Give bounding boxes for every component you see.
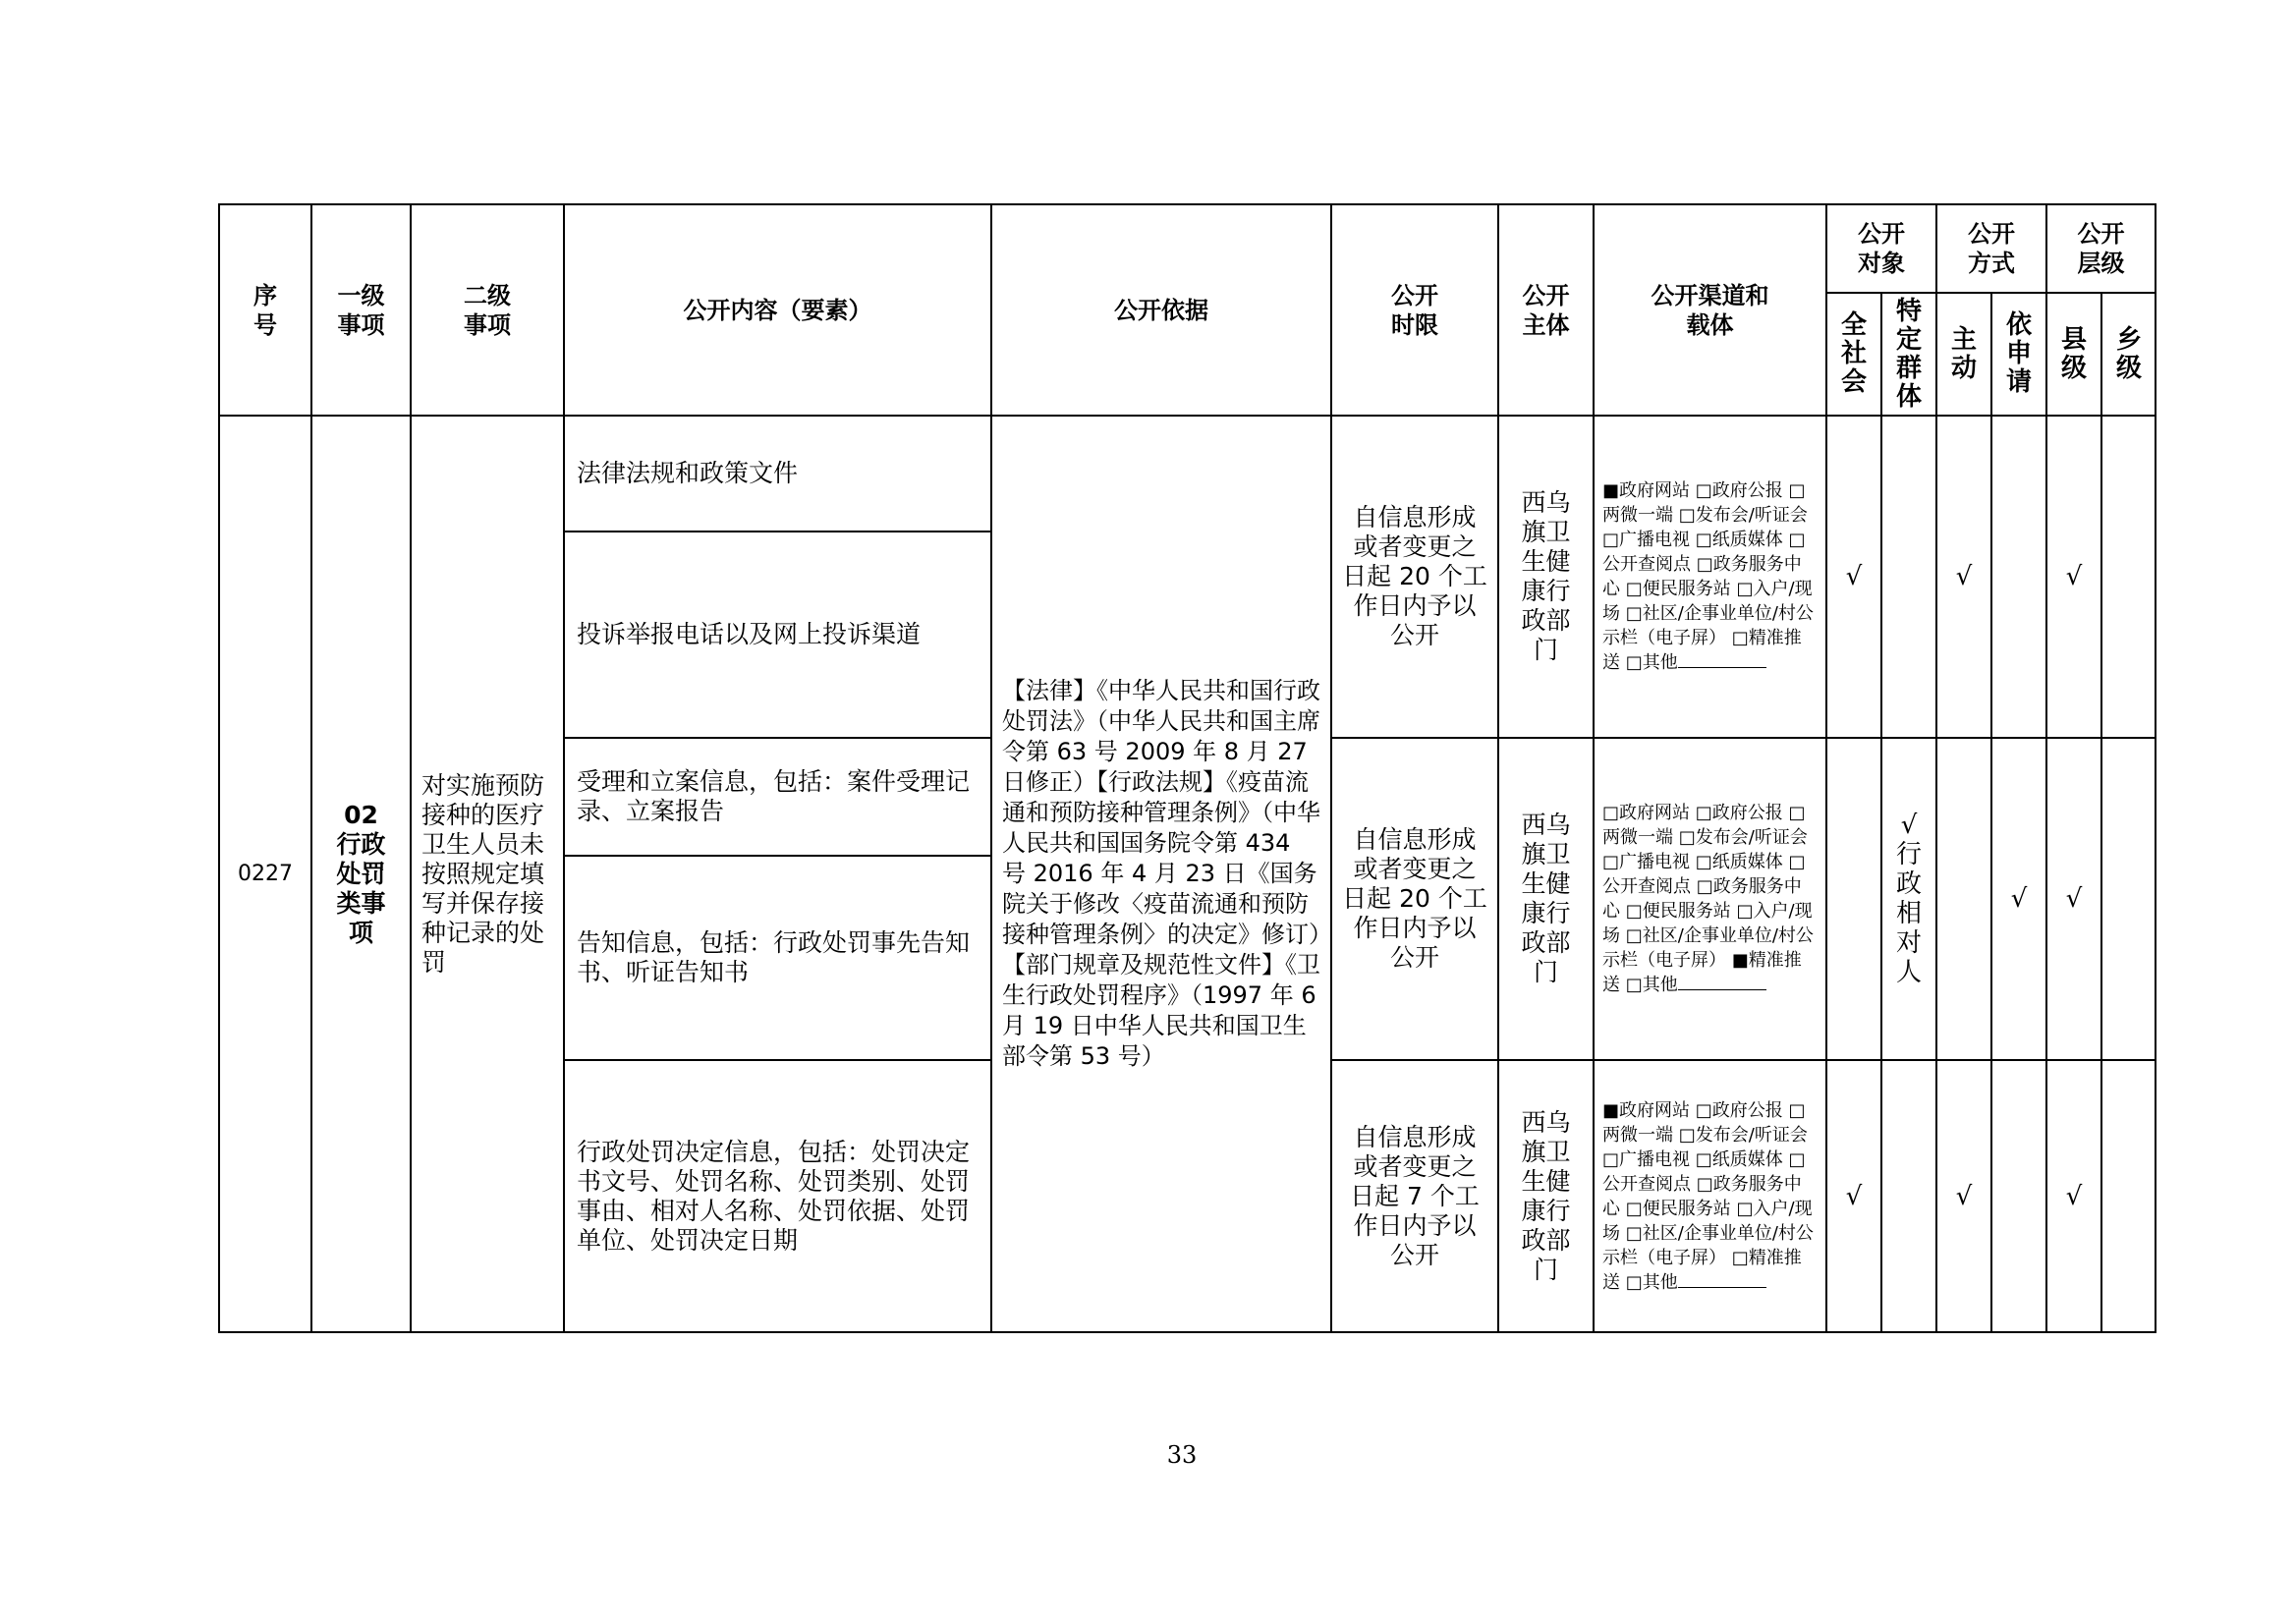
channel-label: 精准推送 xyxy=(1602,628,1802,673)
row-basis: 【法律】《中华人民共和国行政处罚法》（中华人民共和国主席令第 63 号 2009 年 8 月 27 日修正）【行政法规】《疫苗流通和预防接种管理条例》（中华人民共和国国务院令第 434 号 2016 年 4 月 23 日《国务院关于修改〈疫苗流通和预防接种管理条例〉的决定》修订）【部门规章及规范性文件】《卫生行政处罚程序》（1997 年 6 月 19 日中华人民共和国卫生部令第 53 号） xyxy=(991,416,1331,1332)
channel-label: 社区/企事业单位/村公示栏（电子屏） xyxy=(1602,603,1814,648)
channel-label: 便民服务站 xyxy=(1642,579,1731,599)
level-county-mark-1: √ xyxy=(2046,416,2101,738)
channel-label: 广播电视 xyxy=(1619,852,1691,872)
unchecked-box-icon: □ xyxy=(1695,1099,1712,1121)
header-channel: 公开渠道和载体 xyxy=(1594,204,1826,416)
channel-option xyxy=(1602,852,1690,872)
channel-label: 便民服务站 xyxy=(1642,901,1731,922)
unchecked-box-icon: □ xyxy=(1695,1148,1712,1170)
checked-box-icon: ■ xyxy=(1602,1099,1620,1121)
content-item: 投诉举报电话以及网上投诉渠道 xyxy=(564,532,991,738)
channel-label: 政务服务中心 xyxy=(1602,554,1802,599)
channel-label: 政务服务中心 xyxy=(1602,1173,1802,1219)
channel-label: 政务服务中心 xyxy=(1602,876,1802,922)
content-item: 告知信息，包括：行政处罚事先告知书、听证告知书 xyxy=(564,856,991,1060)
unchecked-box-icon: □ xyxy=(1695,803,1712,823)
unchecked-box-icon: □ xyxy=(1678,827,1696,848)
channel-option xyxy=(1626,652,1678,673)
unchecked-box-icon: □ xyxy=(1731,1247,1749,1268)
unchecked-box-icon: □ xyxy=(1695,852,1712,872)
channel-list-3 xyxy=(1594,1060,1826,1332)
channel-label: 政府公报 xyxy=(1711,803,1783,823)
unchecked-box-icon: □ xyxy=(1788,1099,1806,1121)
unchecked-box-icon: □ xyxy=(1625,975,1643,995)
header-method: 公开方式 xyxy=(1936,204,2046,293)
channel-option xyxy=(1696,803,1783,823)
unchecked-box-icon: □ xyxy=(1625,901,1643,922)
header-basis: 公开依据 xyxy=(991,204,1331,416)
page-number: 33 xyxy=(1166,1441,1198,1469)
unchecked-box-icon: □ xyxy=(1695,530,1712,550)
unchecked-box-icon: □ xyxy=(1602,530,1620,550)
channel-label: 便民服务站 xyxy=(1642,1198,1731,1219)
channel-option xyxy=(1626,975,1678,995)
channel-label: 其他 xyxy=(1642,1271,1678,1293)
content-item: 法律法规和政策文件 xyxy=(564,416,991,532)
unchecked-box-icon: □ xyxy=(1696,554,1713,575)
unchecked-box-icon: □ xyxy=(1625,1198,1643,1219)
time-limit-2: 自信息形成或者变更之日起 20 个工作日内予以公开 xyxy=(1331,738,1498,1060)
channel-label: 入户/现场 xyxy=(1602,1198,1813,1244)
unchecked-box-icon: □ xyxy=(1625,603,1643,624)
channel-option xyxy=(1626,1199,1731,1219)
channel-label: 其他 xyxy=(1642,975,1678,995)
unchecked-box-icon: □ xyxy=(1731,628,1749,648)
header-seq: 序号 xyxy=(219,204,311,416)
channel-option xyxy=(1679,1125,1808,1146)
level-county-mark-3: √ xyxy=(2046,1060,2101,1332)
unchecked-box-icon: □ xyxy=(1696,1173,1713,1195)
header-time-limit: 公开时限 xyxy=(1331,204,1498,416)
method-active-mark-3: √ xyxy=(1936,1060,1991,1332)
unchecked-box-icon: □ xyxy=(1625,652,1643,673)
header-object-all: 全社会 xyxy=(1826,293,1881,416)
channel-label: 政府公报 xyxy=(1711,480,1783,501)
method-apply-mark-2: √ xyxy=(1991,738,2046,1060)
channel-label: 发布会/听证会 xyxy=(1695,827,1808,848)
unchecked-box-icon: □ xyxy=(1625,1271,1643,1293)
channel-label: 精准推送 xyxy=(1602,950,1802,995)
channel-option xyxy=(1679,827,1808,848)
unchecked-box-icon: □ xyxy=(1696,876,1713,897)
unchecked-box-icon: □ xyxy=(1736,1198,1754,1219)
unchecked-box-icon: □ xyxy=(1602,1148,1620,1170)
method-apply-mark-1 xyxy=(1991,416,2046,738)
header-level-county: 县级 xyxy=(2046,293,2101,416)
unchecked-box-icon: □ xyxy=(1678,505,1696,526)
channel-option xyxy=(1696,1100,1783,1121)
channel-label: 发布会/听证会 xyxy=(1695,1124,1808,1146)
channel-label: 政府网站 xyxy=(1619,803,1691,823)
channel-label: 纸质媒体 xyxy=(1711,852,1783,872)
row-level1: 02 行政处罚类事项 xyxy=(311,416,411,1332)
channel-label: 两微一端 xyxy=(1602,1124,1673,1146)
blank-underline xyxy=(1678,1273,1766,1288)
method-active-mark-2 xyxy=(1936,738,1991,1060)
unchecked-box-icon: □ xyxy=(1602,803,1620,823)
object-specific-mark-1 xyxy=(1881,416,1936,738)
time-limit-1: 自信息形成或者变更之日起 20 个工作日内予以公开 xyxy=(1331,416,1498,738)
object-all-mark-3: √ xyxy=(1826,1060,1881,1332)
row-level2: 对实施预防接种的医疗卫生人员未按照规定填写并保存接种记录的处罚 xyxy=(411,416,564,1332)
unchecked-box-icon: □ xyxy=(1736,901,1754,922)
channel-options-3 xyxy=(1602,1098,1818,1295)
unchecked-box-icon: □ xyxy=(1625,579,1643,599)
unchecked-box-icon: □ xyxy=(1625,925,1643,946)
unchecked-box-icon: □ xyxy=(1678,1124,1696,1146)
header-level1: 一级事项 xyxy=(311,204,411,416)
object-specific-mark-2: √行政相对人 xyxy=(1881,738,1936,1060)
unchecked-box-icon: □ xyxy=(1602,852,1620,872)
level-township-mark-3 xyxy=(2101,1060,2156,1332)
unchecked-box-icon: □ xyxy=(1788,530,1806,550)
channel-option xyxy=(1696,530,1783,550)
channel-label: 社区/企事业单位/村公示栏（电子屏） xyxy=(1602,1222,1814,1268)
header-method-apply: 依申请 xyxy=(1991,293,2046,416)
channel-options-2 xyxy=(1602,801,1818,997)
channel-list-1 xyxy=(1594,416,1826,738)
channel-label: 公开查阅点 xyxy=(1602,1173,1691,1195)
channel-option xyxy=(1626,579,1731,599)
channel-label: 广播电视 xyxy=(1619,530,1691,550)
object-all-mark-1: √ xyxy=(1826,416,1881,738)
time-limit-3: 自信息形成或者变更之日起 7 个工作日内予以公开 xyxy=(1331,1060,1498,1332)
content-item: 行政处罚决定信息，包括：处罚决定书文号、处罚名称、处罚类别、处罚事由、相对人名称、处罚依据、处罚单位、处罚决定日期 xyxy=(564,1060,991,1332)
channel-label: 两微一端 xyxy=(1602,505,1673,526)
row-seq: 0227 xyxy=(219,416,311,1332)
checked-box-icon: ■ xyxy=(1731,950,1749,971)
channel-label: 入户/现场 xyxy=(1602,579,1813,624)
level-township-mark-2 xyxy=(2101,738,2156,1060)
channel-option xyxy=(1626,901,1731,922)
subject-2: 西乌旗卫生健康行政部门 xyxy=(1498,738,1594,1060)
channel-label: 其他 xyxy=(1642,652,1678,673)
header-method-active: 主动 xyxy=(1936,293,1991,416)
channel-label: 两微一端 xyxy=(1602,827,1673,848)
channel-label: 入户/现场 xyxy=(1602,901,1813,946)
channel-option xyxy=(1696,852,1783,872)
channel-label: 政府网站 xyxy=(1619,480,1691,501)
channel-options-1 xyxy=(1602,478,1818,675)
channel-label: 政府网站 xyxy=(1619,1099,1691,1121)
channel-option xyxy=(1602,803,1690,823)
channel-option xyxy=(1602,530,1690,550)
unchecked-box-icon: □ xyxy=(1736,579,1754,599)
header-content: 公开内容（要素） xyxy=(564,204,991,416)
unchecked-box-icon: □ xyxy=(1788,1148,1806,1170)
level-township-mark-1 xyxy=(2101,416,2156,738)
header-level-township: 乡级 xyxy=(2101,293,2156,416)
method-active-mark-1: √ xyxy=(1936,416,1991,738)
method-apply-mark-3 xyxy=(1991,1060,2046,1332)
level-county-mark-2: √ xyxy=(2046,738,2101,1060)
channel-label: 发布会/听证会 xyxy=(1695,505,1808,526)
channel-list-2 xyxy=(1594,738,1826,1060)
header-level2: 二级事项 xyxy=(411,204,564,416)
channel-label: 纸质媒体 xyxy=(1711,1148,1783,1170)
channel-label: 政府公报 xyxy=(1711,1099,1783,1121)
channel-option xyxy=(1602,1149,1690,1170)
unchecked-box-icon: □ xyxy=(1788,852,1806,872)
disclosure-table xyxy=(218,203,2156,1333)
header-subject: 公开主体 xyxy=(1498,204,1594,416)
subject-3: 西乌旗卫生健康行政部门 xyxy=(1498,1060,1594,1332)
channel-label: 纸质媒体 xyxy=(1711,530,1783,550)
blank-underline xyxy=(1678,976,1766,990)
content-item: 受理和立案信息，包括：案件受理记录、立案报告 xyxy=(564,738,991,856)
subject-1: 西乌旗卫生健康行政部门 xyxy=(1498,416,1594,738)
checked-box-icon: ■ xyxy=(1602,480,1620,501)
channel-label: 公开查阅点 xyxy=(1602,876,1691,897)
channel-option xyxy=(1626,1272,1678,1293)
channel-option xyxy=(1602,480,1690,501)
channel-label: 公开查阅点 xyxy=(1602,554,1691,575)
unchecked-box-icon: □ xyxy=(1625,1222,1643,1244)
header-level: 公开层级 xyxy=(2046,204,2156,293)
channel-option xyxy=(1679,505,1808,526)
unchecked-box-icon: □ xyxy=(1788,803,1806,823)
channel-label: 社区/企事业单位/村公示栏（电子屏） xyxy=(1602,925,1814,971)
object-all-mark-2 xyxy=(1826,738,1881,1060)
object-specific-mark-3 xyxy=(1881,1060,1936,1332)
blank-underline xyxy=(1678,653,1766,668)
header-object-specific: 特定群体 xyxy=(1881,293,1936,416)
channel-label: 广播电视 xyxy=(1619,1148,1691,1170)
channel-label: 精准推送 xyxy=(1602,1247,1802,1293)
unchecked-box-icon: □ xyxy=(1788,480,1806,501)
header-object: 公开对象 xyxy=(1826,204,1936,293)
channel-option xyxy=(1696,1149,1783,1170)
channel-option xyxy=(1602,1100,1690,1121)
unchecked-box-icon: □ xyxy=(1695,480,1712,501)
channel-option xyxy=(1696,480,1783,501)
